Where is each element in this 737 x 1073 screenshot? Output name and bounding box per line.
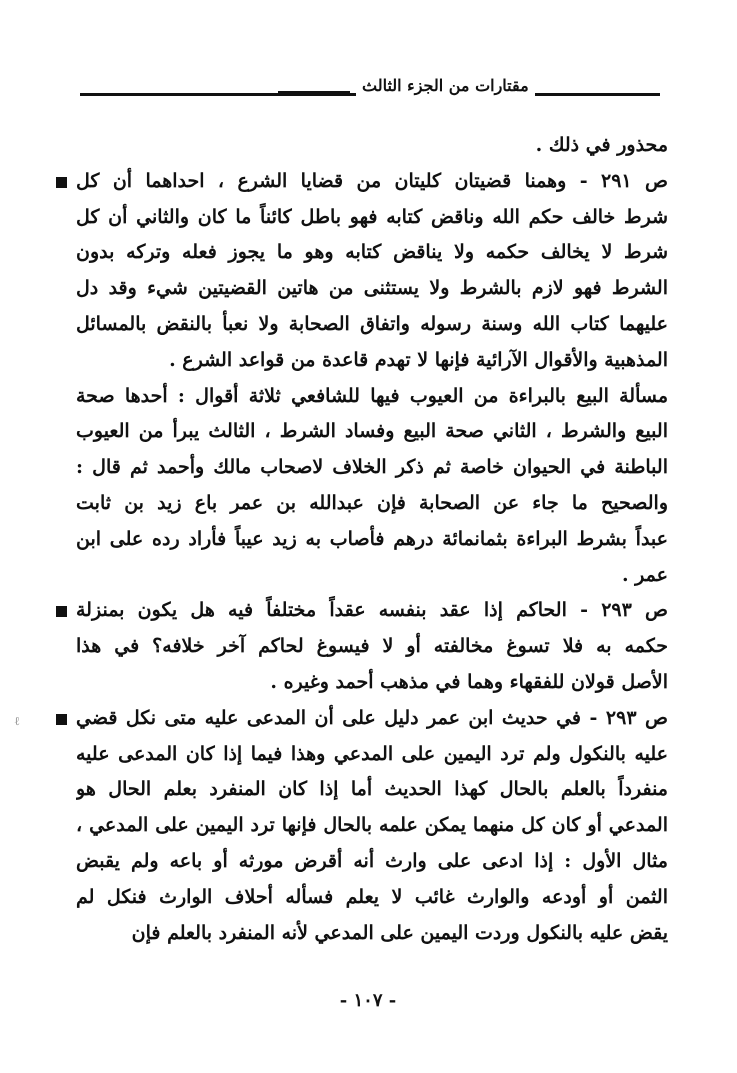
text-line: شرط لا يخالف حكمه ولا يناقض كتابه وهو ما يجوز فعله وتركه بدون	[76, 241, 668, 264]
text-line: عليه بالنكول ولم ترد اليمين على المدعي وهذا فيما إذا كان المدعى عليه	[76, 742, 668, 765]
text-line: الباطنة في الحيوان خاصة ثم ذكر الخلاف لاصحاب مالك وأحمد ثم قال :	[76, 456, 668, 479]
text-line: الثمن أو أودعه والوارث غائب لا يعلم فسأله أحلاف الوارث فنكل لم	[76, 885, 668, 908]
header-ornament	[278, 91, 350, 95]
square-bullet-icon	[56, 177, 67, 188]
text-line: يقض عليه بالنكول وردت اليمين على المدعي لأنه المنفرد بالعلم فإن	[131, 921, 668, 944]
text-line: منفرداً بالعلم بالحال كهذا الحديث أما إذا كان المنفرد بعلم الحال هو	[76, 778, 668, 801]
text-line: الأصل قولان للفقهاء وهما في مذهب أحمد وغيره .	[270, 670, 668, 693]
page-number: - ١٠٧ -	[339, 990, 397, 1011]
paragraph	[76, 701, 668, 952]
paragraph	[76, 593, 668, 700]
text-line: المذهبية والأقوال الآرائية فإنها لا تهدم قاعدة من قواعد الشرع .	[169, 348, 668, 371]
body-text	[76, 128, 668, 951]
text-line: البيع والشرط ، الثاني صحة البيع وفساد الشرط ، الثالث يبرأ من العيوب	[76, 420, 668, 443]
paragraph	[76, 128, 668, 164]
paragraph	[76, 379, 668, 594]
text-line: ص ٢٩١ - وهمنا قضيتان كليتان من قضايا الشرع ، احداهما أن كل	[76, 169, 668, 192]
text-line: شرط خالف حكم الله وناقض كتابه فهو باطل كائناً ما كان والثاني أن كل	[76, 205, 668, 228]
square-bullet-icon	[56, 606, 67, 617]
paragraph	[76, 164, 668, 379]
text-line: عمر .	[621, 563, 668, 586]
text-line: مثال الأول : إذا ادعى على وارث أنه أقرض مورثه أو باعه ولم يقبض	[76, 849, 668, 872]
text-line: مسألة البيع بالبراءة من العيوب فيها للشافعي ثلاثة أقوال : أحدها صحة	[76, 384, 668, 407]
text-line: المدعي أو كان كل منهما يمكن علمه بالحال فإنها ترد اليمين على المدعي ،	[76, 814, 668, 837]
running-header	[80, 74, 660, 106]
text-line: حكمه به فلا تسوغ مخالفته أو لا فيسوغ لحاكم آخر خلافه؟ في هذا	[76, 635, 668, 658]
running-header-title: مقتارات من الجزء الثالث	[356, 74, 535, 98]
text-line: ص ٢٩٣ - الحاكم إذا عقد بنفسه عقداً مختلفاً فيه هل يكون بمنزلة	[76, 599, 668, 622]
text-line: عليهما كتاب الله وسنة رسوله واتفاق الصحابة ولا نعبأ بالنقض بالمسائل	[76, 312, 668, 335]
text-line: محذور في ذلك .	[535, 134, 668, 156]
text-line: ص ٢٩٣ - في حديث ابن عمر دليل على أن المدعى عليه متى نكل قضي	[76, 706, 668, 729]
margin-mark: ℓ	[14, 714, 20, 728]
text-line: عبداً بشرط البراءة بثمانمائة درهم فأصاب به زيد عيباً فأراد رده على ابن	[76, 527, 668, 550]
text-line: الشرط فهو لازم بالشرط ولا يستثنى من هاتين القضيتين شيء وقد دل	[76, 277, 668, 300]
text-line: والصحيح ما جاء عن الصحابة فإن عبدالله بن عمر باع زيد بن ثابت	[76, 491, 668, 514]
square-bullet-icon	[56, 714, 67, 725]
